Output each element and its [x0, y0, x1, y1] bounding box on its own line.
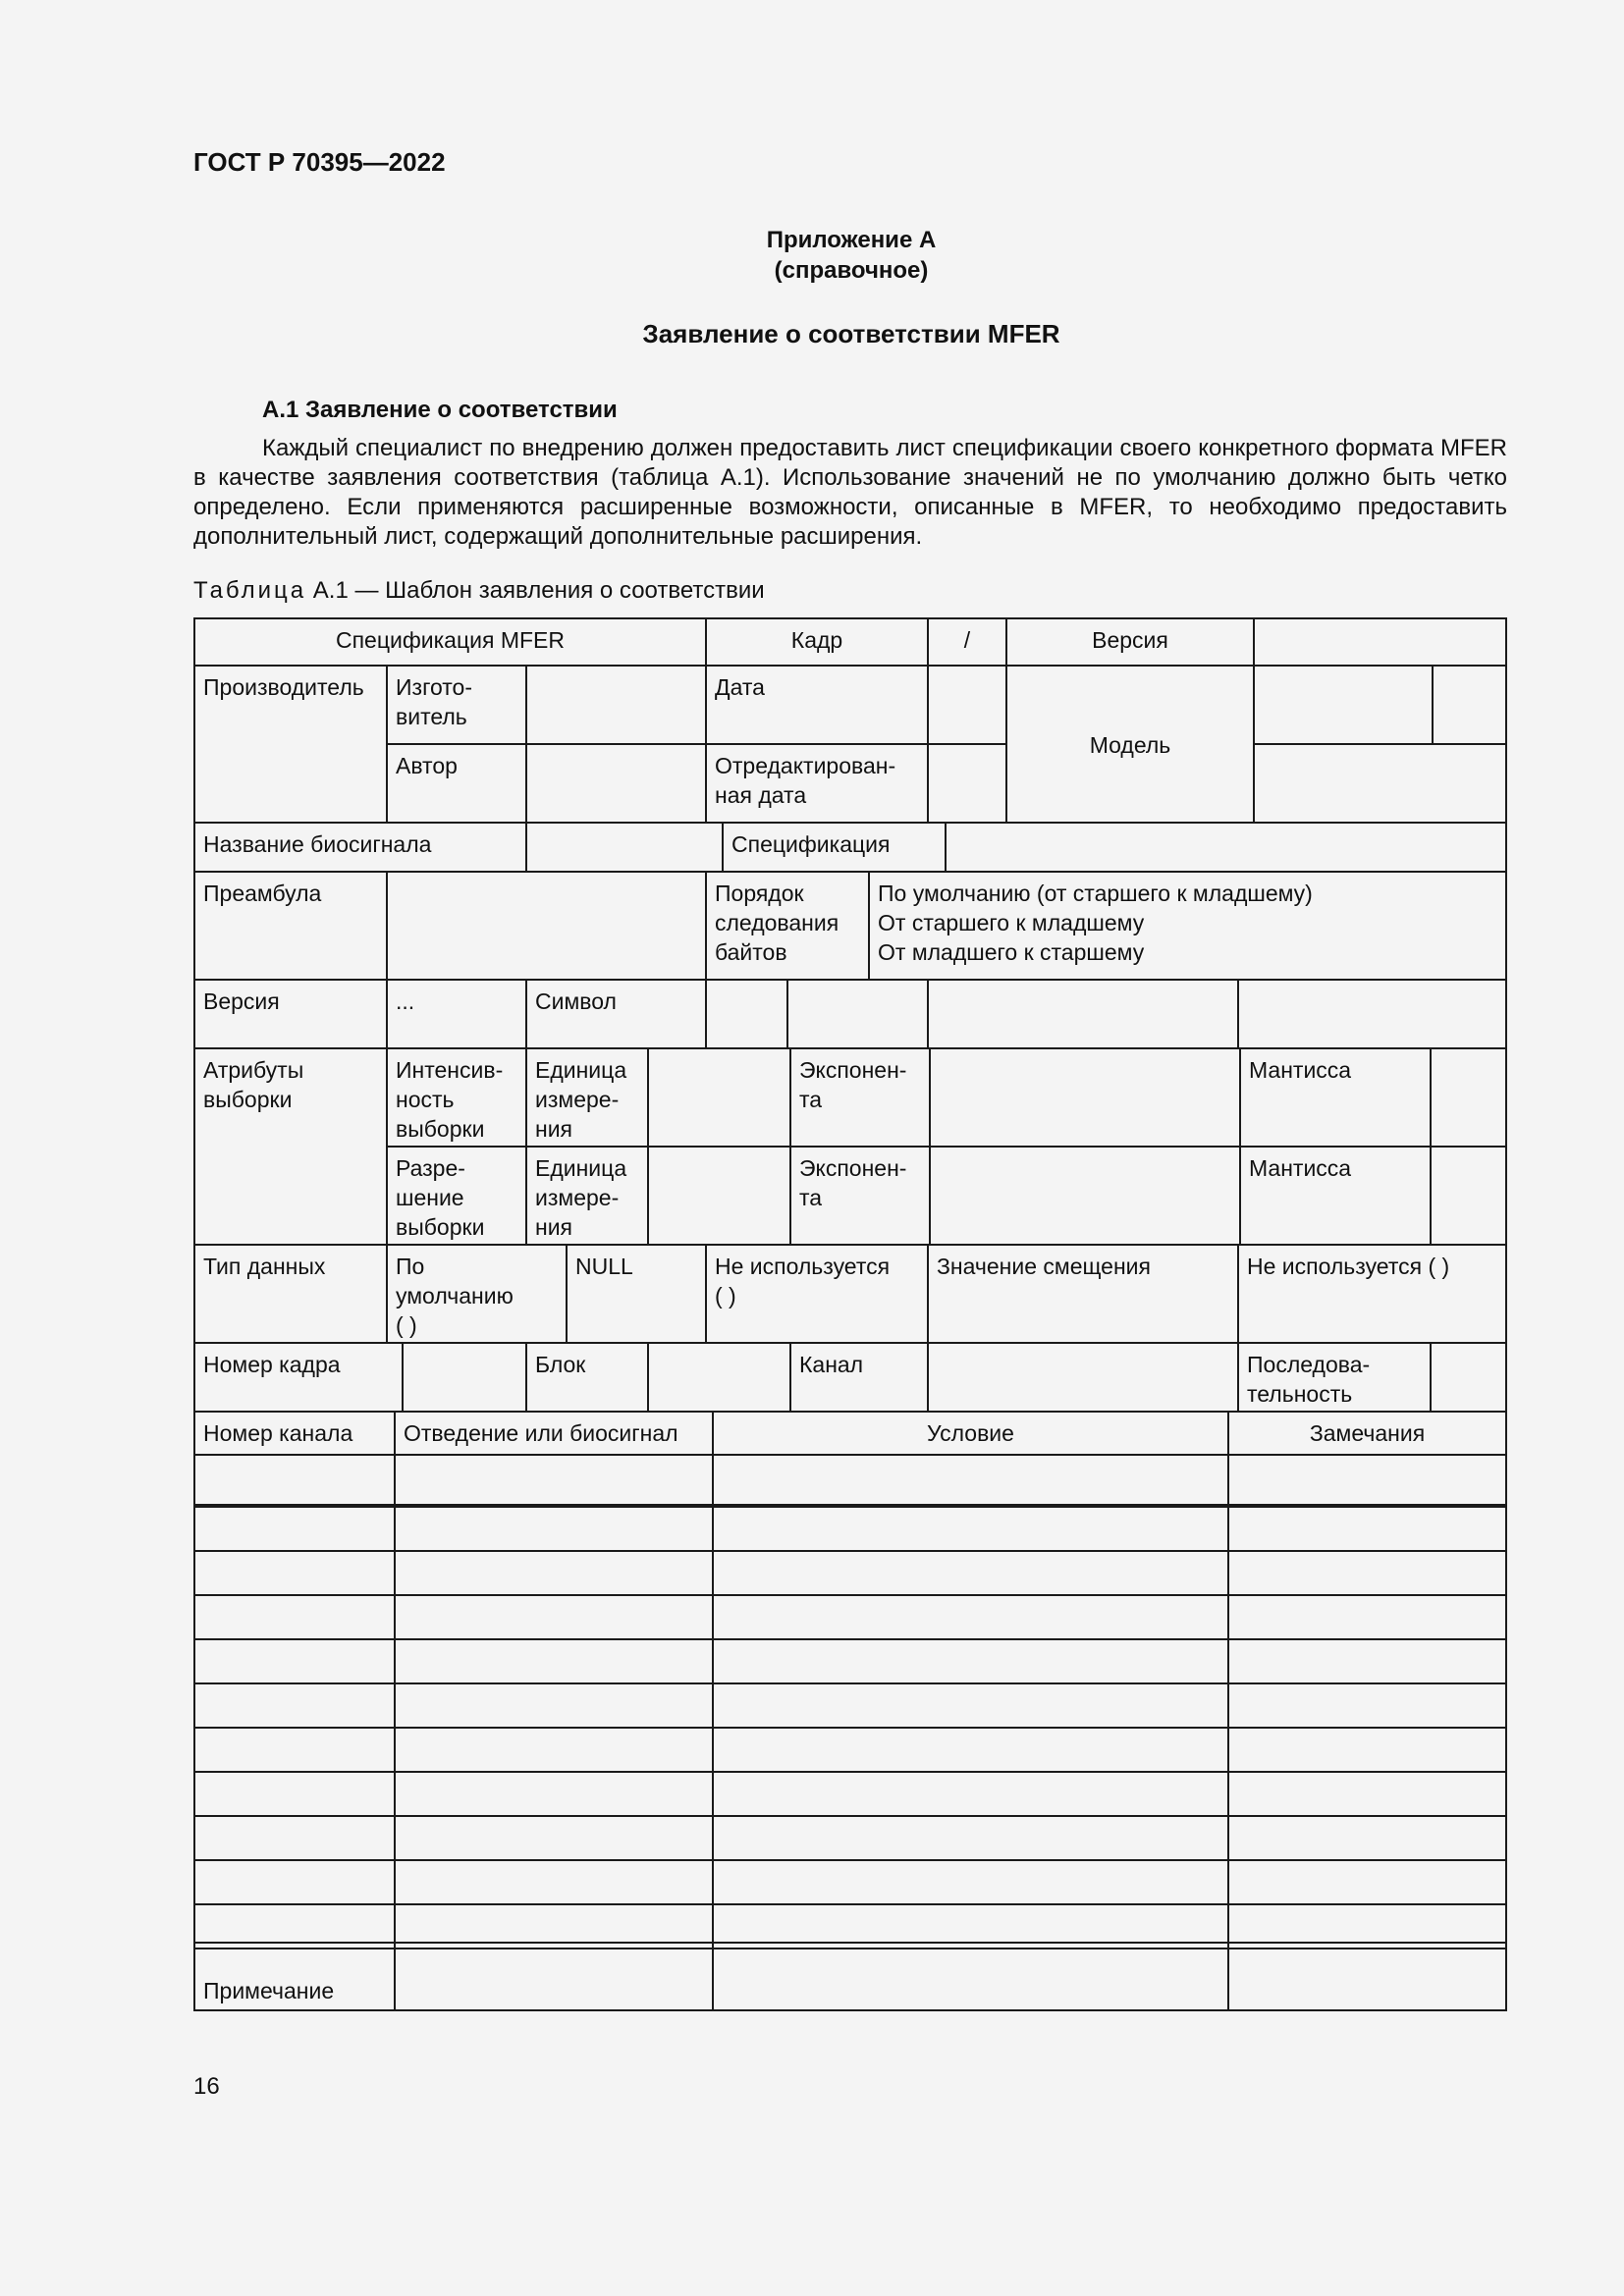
row-9-lead[interactable]	[394, 1815, 714, 1861]
cell-date-value[interactable]	[927, 665, 1007, 745]
section-title: А.1 Заявление о соответствии	[262, 397, 618, 423]
cell-mantissa-2: Мантисса	[1239, 1146, 1432, 1246]
table-caption-prefix: Таблица	[193, 577, 307, 604]
row-10-remarks[interactable]	[1227, 1859, 1507, 1905]
row-1-remarks[interactable]	[1227, 1454, 1507, 1506]
row-4-lead[interactable]	[394, 1594, 714, 1640]
row-3-condition[interactable]	[712, 1550, 1229, 1596]
row-3-remarks[interactable]	[1227, 1550, 1507, 1596]
appendix-heading: Заявление о соответствии MFER	[642, 319, 1060, 348]
cell-mantissa-2-value[interactable]	[1430, 1146, 1507, 1246]
cell-resolution: Разре- шение выборки	[386, 1146, 527, 1246]
row-6-remarks[interactable]	[1227, 1682, 1507, 1729]
row-1-channel-number[interactable]	[193, 1454, 396, 1506]
document-code: ГОСТ Р 70395—2022	[193, 147, 446, 177]
row-4-remarks[interactable]	[1227, 1594, 1507, 1640]
row-7-condition[interactable]	[712, 1727, 1229, 1773]
row-8-lead[interactable]	[394, 1771, 714, 1817]
cell-symbol-value-b[interactable]	[786, 979, 929, 1049]
cell-symbol-value-a[interactable]	[705, 979, 788, 1049]
cell-spec-mfer: Спецификация MFER	[193, 617, 707, 667]
row-6-condition[interactable]	[712, 1682, 1229, 1729]
row-2-channel-number[interactable]	[193, 1506, 396, 1552]
cell-symbol-value-c[interactable]	[927, 979, 1239, 1049]
cell-model: Модель	[1005, 665, 1255, 824]
row-4-channel-number[interactable]	[193, 1594, 396, 1640]
cell-model-value-c[interactable]	[1253, 743, 1507, 824]
row-3-channel-number[interactable]	[193, 1550, 396, 1596]
cell-byte-order-options: По умолчанию (от старшего к младшему) От старшего к младшему От младшего к старшему	[868, 871, 1507, 981]
row-3-lead[interactable]	[394, 1550, 714, 1596]
cell-version2: Версия	[193, 979, 388, 1049]
cell-version: Версия	[1005, 617, 1255, 667]
row-9-channel-number[interactable]	[193, 1815, 396, 1861]
row-8-remarks[interactable]	[1227, 1771, 1507, 1817]
cell-frame-number: Номер кадра	[193, 1342, 404, 1413]
cell-specification-value[interactable]	[945, 822, 1507, 873]
cell-lead: Отведение или биосигнал	[394, 1411, 714, 1456]
appendix-subtitle: (справочное)	[774, 257, 929, 284]
row-5-channel-number[interactable]	[193, 1638, 396, 1684]
row-7-lead[interactable]	[394, 1727, 714, 1773]
cell-sequence-value[interactable]	[1430, 1342, 1507, 1413]
row-4-condition[interactable]	[712, 1594, 1229, 1640]
row-6-channel-number[interactable]	[193, 1682, 396, 1729]
cell-biosignal-name: Название биосигнала	[193, 822, 527, 873]
cell-null: NULL	[566, 1244, 707, 1344]
cell-sequence: Последова- тельность	[1237, 1342, 1432, 1413]
table-caption	[193, 577, 765, 605]
cell-preamble-value[interactable]	[386, 871, 707, 981]
cell-author-value[interactable]	[525, 743, 707, 824]
cell-note-lead[interactable]	[394, 1942, 714, 2011]
cell-symbol: Символ	[525, 979, 707, 1049]
cell-intensity: Интенсив- ность выборки	[386, 1047, 527, 1148]
conformance-form-table	[193, 617, 1507, 2011]
row-9-condition[interactable]	[712, 1815, 1229, 1861]
cell-block-value[interactable]	[647, 1342, 791, 1413]
cell-channel-value[interactable]	[927, 1342, 1239, 1413]
row-10-lead[interactable]	[394, 1859, 714, 1905]
cell-frame: Кадр	[705, 617, 929, 667]
cell-slash: /	[927, 617, 1007, 667]
row-8-condition[interactable]	[712, 1771, 1229, 1817]
row-5-remarks[interactable]	[1227, 1638, 1507, 1684]
row-8-channel-number[interactable]	[193, 1771, 396, 1817]
cell-mantissa-1-value[interactable]	[1430, 1047, 1507, 1148]
appendix-title: Приложение А	[766, 227, 937, 253]
cell-channel-number: Номер канала	[193, 1411, 396, 1456]
cell-exponent-2: Экспонен- та	[789, 1146, 931, 1246]
cell-channel: Канал	[789, 1342, 929, 1413]
cell-manufacturer-value[interactable]	[525, 665, 707, 745]
row-7-remarks[interactable]	[1227, 1727, 1507, 1773]
row-7-channel-number[interactable]	[193, 1727, 396, 1773]
cell-condition: Условие	[712, 1411, 1229, 1456]
cell-default: По умолчанию ( )	[386, 1244, 568, 1344]
cell-unit-2: Единица измере- ния	[525, 1146, 649, 1246]
cell-date: Дата	[705, 665, 929, 745]
row-2-lead[interactable]	[394, 1506, 714, 1552]
row-5-lead[interactable]	[394, 1638, 714, 1684]
row-6-lead[interactable]	[394, 1682, 714, 1729]
cell-exponent-1: Экспонен- та	[789, 1047, 931, 1148]
cell-frame-number-value[interactable]	[402, 1342, 527, 1413]
cell-preamble: Преамбула	[193, 871, 388, 981]
cell-exponent-2-value[interactable]	[929, 1146, 1241, 1246]
row-1-condition[interactable]	[712, 1454, 1229, 1506]
cell-ellipsis: ...	[386, 979, 527, 1049]
cell-model-value-b[interactable]	[1432, 665, 1507, 745]
cell-unit-1-value[interactable]	[647, 1047, 791, 1148]
cell-sample-attrs: Атрибуты выборки	[193, 1047, 388, 1246]
cell-not-used-2: Не используется ( )	[1237, 1244, 1507, 1344]
cell-note: Примечание	[193, 1942, 396, 2011]
cell-symbol-value-d[interactable]	[1237, 979, 1507, 1049]
cell-unit-2-value[interactable]	[647, 1146, 791, 1246]
cell-note-remarks[interactable]	[1227, 1942, 1507, 2011]
cell-edited-date-value[interactable]	[927, 743, 1007, 824]
cell-unit-1: Единица измере- ния	[525, 1047, 649, 1148]
row-2-condition[interactable]	[712, 1506, 1229, 1552]
row-10-condition[interactable]	[712, 1859, 1229, 1905]
cell-block: Блок	[525, 1342, 649, 1413]
section-paragraph: Каждый специалист по внедрению должен предоставить лист спецификации своего конкретного формата MFER в качестве заявления соответствия (таблица А.1). Использование значений не по умолчанию должно быть четко определено. Если применяются расширенные возможности, описанные в MFER, то необходимо предоставить дополнительный лист, содержащий дополнительные расширения.	[193, 435, 1507, 550]
row-10-channel-number[interactable]	[193, 1859, 396, 1905]
cell-author: Автор	[386, 743, 527, 824]
cell-biosignal-name-value[interactable]	[525, 822, 724, 873]
table-caption-text: А.1 — Шаблон заявления о соответствии	[312, 577, 765, 604]
row-5-condition[interactable]	[712, 1638, 1229, 1684]
page-number: 16	[193, 2073, 220, 2100]
cell-model-value-a[interactable]	[1253, 665, 1434, 745]
cell-note-condition[interactable]	[712, 1942, 1229, 2011]
cell-offset-value: Значение смещения	[927, 1244, 1239, 1344]
cell-version-value[interactable]	[1253, 617, 1507, 667]
cell-exponent-1-value[interactable]	[929, 1047, 1241, 1148]
cell-byte-order: Порядок следования байтов	[705, 871, 870, 981]
cell-specification: Спецификация	[722, 822, 947, 873]
cell-manufacturer: Изгото- витель	[386, 665, 527, 745]
cell-producer: Производитель	[193, 665, 388, 824]
cell-not-used-1: Не используется ( )	[705, 1244, 929, 1344]
cell-data-type: Тип данных	[193, 1244, 388, 1344]
cell-edited-date: Отредактирован- ная дата	[705, 743, 929, 824]
row-1-lead[interactable]	[394, 1454, 714, 1506]
row-9-remarks[interactable]	[1227, 1815, 1507, 1861]
cell-remarks: Замечания	[1227, 1411, 1507, 1456]
row-2-remarks[interactable]	[1227, 1506, 1507, 1552]
cell-mantissa-1: Мантисса	[1239, 1047, 1432, 1148]
